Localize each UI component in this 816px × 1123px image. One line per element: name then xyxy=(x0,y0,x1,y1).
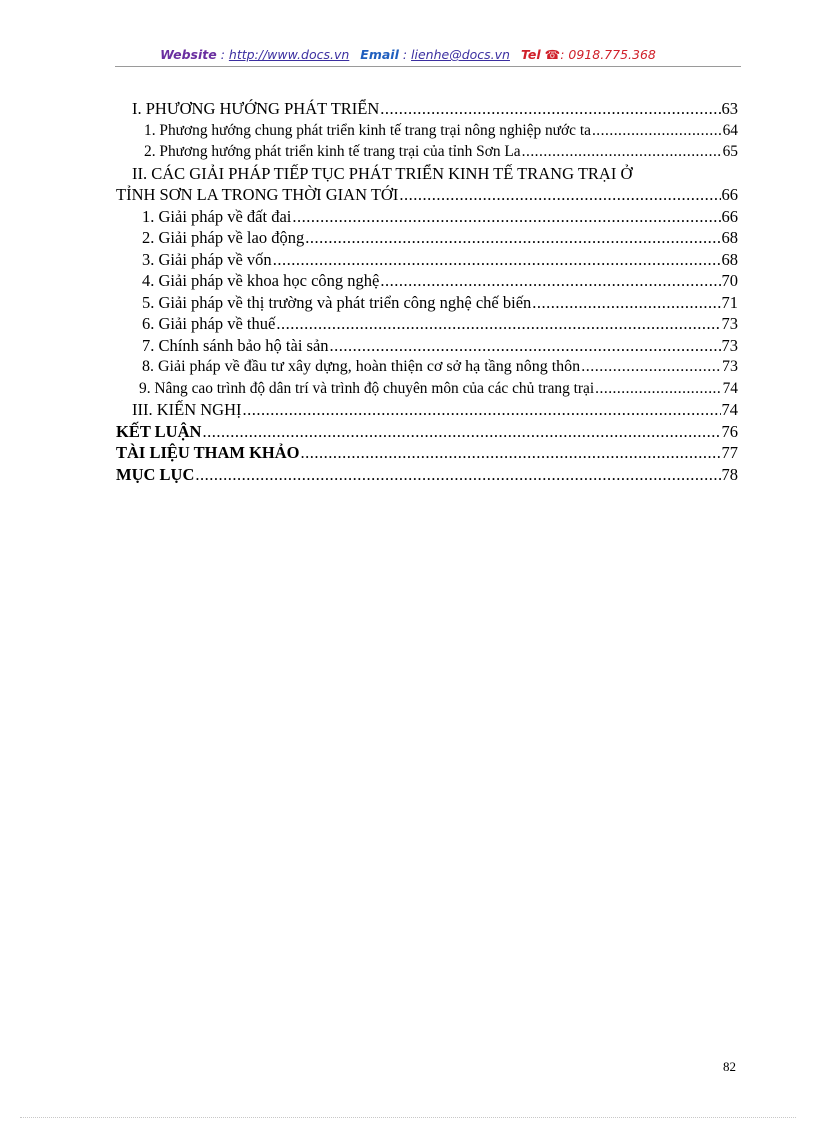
toc-entry[interactable] xyxy=(116,227,738,249)
toc-entry-page: 73 xyxy=(721,335,738,355)
toc-entry-page: 64 xyxy=(722,121,738,139)
header-divider xyxy=(115,66,741,67)
toc-entry[interactable] xyxy=(116,98,738,120)
website-link[interactable]: http://www.docs.vn xyxy=(228,47,350,62)
toc-entry[interactable] xyxy=(116,399,738,421)
phone-icon: ☎ xyxy=(544,47,561,62)
toc-entry[interactable] xyxy=(116,141,738,163)
toc-entry[interactable] xyxy=(116,249,738,271)
toc-entry-page: 74 xyxy=(721,400,738,419)
toc-entry-title: 8. Giải pháp về đầu tư xây dựng, hoàn thiện cơ sở hạ tầng nông thôn xyxy=(142,358,581,375)
toc-entry-title: 5. Giải pháp về thị trường và phát triển công nghệ chế biến xyxy=(142,292,532,312)
toc-entry-title: KẾT LUẬN xyxy=(116,421,202,441)
toc-entry-title: 6. Giải pháp về thuế xyxy=(142,314,276,333)
toc-entry[interactable] xyxy=(116,335,738,357)
toc-leader-dots xyxy=(522,141,722,163)
email-link[interactable]: lienhe@docs.vn xyxy=(411,47,510,62)
toc-leader-dots xyxy=(276,313,720,335)
toc-entry-page: 66 xyxy=(721,185,738,204)
tel-value: : 0918.775.368 xyxy=(560,47,656,62)
toc-leader-dots xyxy=(305,227,720,249)
toc-entry-title: 7. Chính sánh bảo hộ tài sản xyxy=(142,335,329,355)
toc-entry[interactable] xyxy=(116,421,738,443)
toc-entry[interactable] xyxy=(116,120,738,142)
toc-entry-page: 73 xyxy=(722,358,738,375)
toc-entry[interactable] xyxy=(116,378,738,400)
website-separator: : xyxy=(216,47,229,62)
toc-entry-page: 68 xyxy=(721,249,738,269)
toc-entry[interactable] xyxy=(116,464,738,486)
toc-entry-title: 2. Phương hướng phát triển kinh tế trang trại của tỉnh Sơn La xyxy=(144,143,521,160)
toc-entry[interactable] xyxy=(116,442,738,464)
toc-entry-page: 71 xyxy=(721,292,738,312)
toc-entry-title: III. KIẾN NGHỊ xyxy=(132,400,242,419)
toc-leader-dots xyxy=(301,442,721,464)
toc-entry[interactable] xyxy=(116,270,738,292)
toc-leader-dots xyxy=(380,270,720,292)
toc-leader-dots xyxy=(243,399,721,421)
toc-leader-dots xyxy=(592,120,722,142)
toc-entry[interactable] xyxy=(116,292,738,314)
toc-entry[interactable] xyxy=(116,163,738,185)
toc-entry-page: 77 xyxy=(721,443,738,462)
toc-entry-title: MỤC LỤC xyxy=(116,464,195,484)
toc-leader-dots xyxy=(330,335,721,357)
toc-entry-title: II. CÁC GIẢI PHÁP TIẾP TỤC PHÁT TRIỂN KINH TẾ TRANG TRẠI Ở xyxy=(132,163,633,183)
table-of-contents xyxy=(116,98,738,485)
toc-entry[interactable] xyxy=(116,313,738,335)
email-separator: : xyxy=(398,47,412,62)
toc-leader-dots xyxy=(273,249,721,271)
toc-entry-page: 76 xyxy=(721,421,738,441)
toc-leader-dots xyxy=(581,356,721,378)
toc-entry-page: 65 xyxy=(722,143,738,160)
toc-entry-page: 70 xyxy=(721,271,738,290)
toc-entry-page: 68 xyxy=(721,228,738,247)
toc-entry[interactable] xyxy=(116,206,738,228)
toc-entry-title: 1. Giải pháp về đất đai xyxy=(142,206,292,226)
toc-leader-dots xyxy=(292,206,720,228)
toc-entry-title: 9. Nâng cao trình độ dân trí và trình độ chuyên môn của các chủ trang trại xyxy=(139,379,595,397)
toc-leader-dots xyxy=(195,464,720,486)
toc-entry-title: 4. Giải pháp về khoa học công nghệ xyxy=(142,271,380,290)
toc-entry-title: 1. Phương hướng chung phát triển kinh tế trang trại nông nghiệp nước ta xyxy=(144,121,591,139)
tel-label: Tel xyxy=(520,47,541,62)
toc-entry-title: 3. Giải pháp về vốn xyxy=(142,249,272,269)
toc-entry-page: 66 xyxy=(721,206,738,226)
toc-leader-dots xyxy=(202,421,720,443)
toc-entry-page: 74 xyxy=(722,379,738,397)
toc-entry-continuation[interactable] xyxy=(116,184,738,206)
page-header xyxy=(0,47,816,62)
toc-leader-dots xyxy=(380,98,720,120)
toc-leader-dots xyxy=(532,292,720,314)
toc-leader-dots xyxy=(399,184,720,206)
toc-entry-page: 73 xyxy=(721,314,738,333)
toc-entry-title: I. PHƯƠNG HƯỚNG PHÁT TRIỂN xyxy=(132,99,380,118)
toc-entry-page: 78 xyxy=(721,464,738,484)
toc-entry[interactable] xyxy=(116,356,738,378)
page-number: 82 xyxy=(723,1059,736,1074)
toc-entry-title: TỈNH SƠN LA TRONG THỜI GIAN TỚI xyxy=(116,185,399,204)
website-label: Website xyxy=(160,47,217,62)
page-bottom-border xyxy=(20,1117,796,1118)
email-label: Email xyxy=(360,47,399,62)
toc-entry-title: TÀI LIỆU THAM KHẢO xyxy=(116,443,300,462)
toc-entry-title: 2. Giải pháp về lao động xyxy=(142,228,305,247)
toc-entry-page: 63 xyxy=(721,99,738,118)
toc-leader-dots xyxy=(595,378,721,400)
